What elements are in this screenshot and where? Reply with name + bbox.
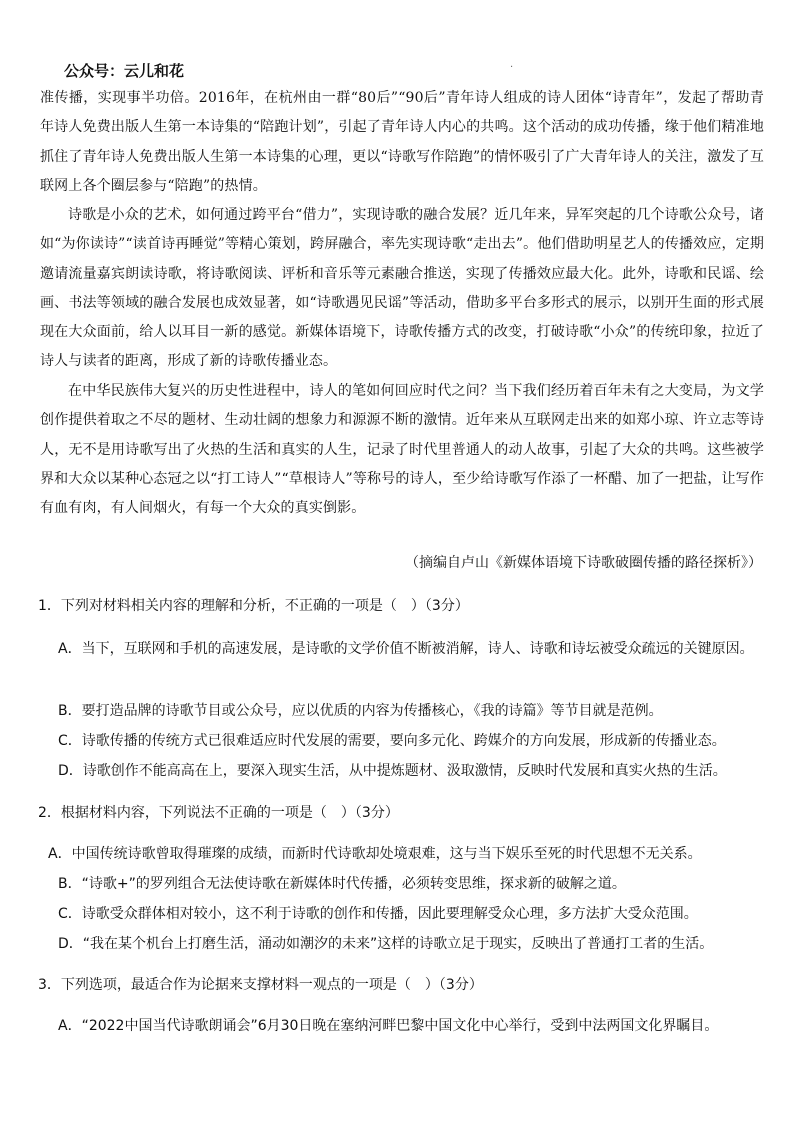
question-2-option-a: A．中国传统诗歌曾取得璀璨的成绩，而新时代诗歌却处境艰难，这与当下娱乐至死的时代思想不无关系。: [48, 846, 702, 862]
question-2-option-d: D．“我在某个机台上打磨生活，涌动如潮汐的未来”这样的诗歌立足于现实，反映出了普通打工者的生活。: [58, 936, 714, 952]
page-mark: ·: [510, 62, 514, 73]
question-3-stem: 3．下列选项，最适合作为论据来支撑材料一观点的一项是（ ）（3分）: [38, 977, 483, 993]
passage-paragraph-3: 在中华民族伟大复兴的历史性进程中，诗人的笔如何回应时代之问？当下我们经历着百年未有之大变局，为文学创作提供着取之不尽的题材、生动壮阔的想象力和源源不断的激情。近年来从互联网走出来的如郑小琼、许立志等诗人，无不是用诗歌写出了火热的生活和真实的人生，记录了时代里普通人的动人故事，引起了大众的共鸣。这些被学界和大众以某种心态冠之以“打工诗人”“草根诗人”等称号的诗人，至少给诗歌写作添了一杯醋、加了一把盐，让写作有血有肉，有人间烟火，有每一个大众的真实倒影。: [40, 383, 764, 517]
passage-source: （摘编自卢山《新媒体语境下诗歌破圈传播的路径探析》）: [405, 555, 762, 571]
question-1-option-c: C．诗歌传播的传统方式已很难适应时代发展的需要，要向多元化、跨媒介的方向发展，形成新的传播业态。: [58, 733, 726, 749]
account-header: 公众号：云儿和花: [64, 62, 185, 80]
question-1-option-d: D．诗歌创作不能高高在上，要深入现实生活，从中提炼题材、汲取激情，反映时代发展和真实火热的生活。: [58, 763, 727, 779]
question-1-option-b: B．要打造品牌的诗歌节目或公众号，应以优质的内容为传播核心，《我的诗篇》等节目就是范例。: [58, 703, 663, 719]
question-1-stem: 1．下列对材料相关内容的理解和分析，不正确的一项是（ ）（3分）: [38, 598, 469, 614]
question-3-option-a: A．“2022中国当代诗歌朗诵会”6月30日晚在塞纳河畔巴黎中国文化中心举行，受到中法两国文化界瞩目。: [58, 1018, 719, 1034]
question-2-option-c: C．诗歌受众群体相对较小，这不利于诗歌的创作和传播，因此要理解受众心理，多方法扩大受众范围。: [58, 906, 698, 922]
passage-paragraph-1: 准传播，实现事半功倍。2016年，在杭州由一群“80后”“90后”青年诗人组成的诗人团体“诗青年”，发起了帮助青年诗人免费出版人生第一本诗集的“陪跑计划”，引起了青年诗人内心的共鸣。这个活动的成功传播，缘于他们精准地抓住了青年诗人免费出版人生第一本诗集的心理，更以“诗歌写作陪跑”的情怀吸引了广大青年诗人的关注，激发了互联网上各个圈层参与“陪跑”的热情。: [40, 90, 764, 194]
question-2-option-b: B．“诗歌+”的罗列组合无法使诗歌在新媒体时代传播，必须转变思维，探求新的破解之道。: [58, 876, 626, 892]
passage-paragraph-2: 诗歌是小众的艺术，如何通过跨平台“借力”，实现诗歌的融合发展？近几年来，异军突起的几个诗歌公众号，诸如“为你读诗”“读首诗再睡觉”等精心策划，跨屏融合，率先实现诗歌“走出去”。他们借助明星艺人的传播效应，定期邀请流量嘉宾朗读诗歌，将诗歌阅读、评析和音乐等元素融合推送，实现了传播效应最大化。此外，诗歌和民谣、绘画、书法等领域的融合发展也成效显著，如“诗歌遇见民谣”等活动，借助多平台多形式的展示，以别开生面的形式展现在大众面前，给人以耳目一新的感觉。新媒体语境下，诗歌传播方式的改变，打破诗歌“小众”的传统印象，拉近了诗人与读者的距离，形成了新的诗歌传播业态。: [40, 207, 764, 370]
question-2-stem: 2．根据材料内容，下列说法不正确的一项是（ ）（3分）: [38, 805, 399, 821]
question-1-option-a: A．当下，互联网和手机的高速发展，是诗歌的文学价值不断被消解，诗人、诗歌和诗坛被受众疏远的关键原因。: [58, 641, 754, 657]
